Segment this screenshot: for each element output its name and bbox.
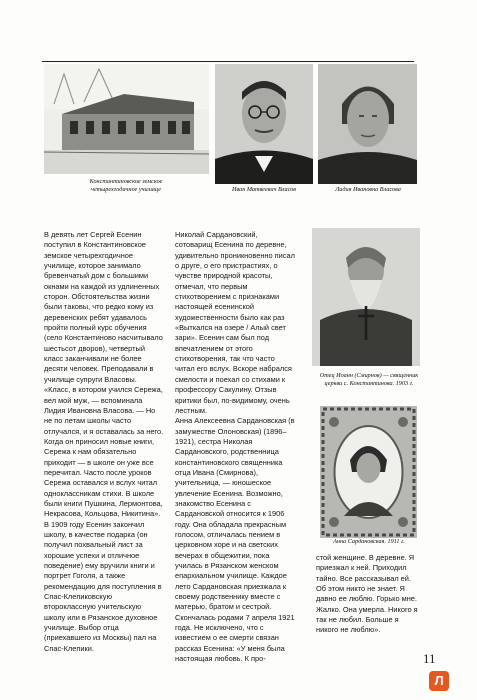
text-column-right bbox=[316, 553, 418, 636]
paragraph-anna-sardanovskaya: Анна Алексеевна Сардановская (в замужестве Олоновская) (1896–1921), сестра Николая Сардановского, родственница константиновского священника отца Ивана (Смирнова), учительница, — юношеское увлечение Есенина. Возможно, знакомство Есенина с Сардановской относится к 1906 году. Она обладала прекрасным голосом, отличалась пением в церковном хоре и на светских вечерах в общежитии, пока училась в Рязанском женском епархиальном училище. Каждое лето Сардановская приезжала к своему родственнику вместе с матерью, братом и сестрой. Скончалась родами 7 апреля 1921 года. Не исключено, что с известием о ее смерти связан рассказ Есенина: «У меня была настоящая любовь. К про- bbox=[175, 416, 295, 664]
caption-lidia: Лидия Ивановна Власова bbox=[335, 186, 401, 193]
portrait-ivan-vlasov bbox=[215, 64, 313, 184]
paragraph-continuation: стой женщине. В деревне. Я приезжал к ней. Приходил тайно. Все рассказывал ей. Об этом никто не знает. Я давно ее люблю. Горько мне. Жалко. Она умерла. Никого я так не любил. Больше я никого не люблю». bbox=[316, 553, 418, 635]
text-column-middle bbox=[175, 230, 295, 664]
paragraph-esenin-school: В девять лет Сергей Есенин поступил в Константиновское земское четырехгодичное училище, которое занимало бревенчатый дом с большими окнами на каждой из удлиненных сторон. Обстоятельства жизни были таковы, что редко кому из деревенских ребят удавалось пройти полный курс обучения (село Константиново насчитывало шестьсот дворов), четвертый класс заканчивали не более десяти человек. Преподавали в училище супруги Власовы. «Класс, в котором учился Сережа, вел мой муж, — вспоминала Лидия Ивановна Власова. — Но не по летам школы часто отлучался, и я оставалась за него. Когда он приносил новые книги, Сережа к нам обязательно приходит — в школе он уже все перечитал. Часто после уроков Сережа оставался и вслух читал одноклассникам стихи. В школе были книги Пушкина, Лермонтова, Некрасова, Кольцова, Никитина». В 1909 году Есенин закончил школу, в качестве подарка (он получил похвальный лист за хорошие успехи и отличное поведение) ему вручили книги и портрет Гоголя, а также рекомендацию для поступления в Спас-Клепиковскую второклассную учительскую школу или в Рязанское духовное училище. Выбор отца (приехавшего из Москвы) пал на Спас-Клепики. bbox=[44, 230, 164, 653]
caption-anna: Анна Сардановская. 1911 г. bbox=[333, 538, 405, 545]
portrait-anna-sardanovskaya bbox=[320, 406, 417, 538]
school-photo bbox=[44, 64, 209, 174]
portrait-lidia-vlasova bbox=[318, 64, 417, 184]
caption-school: Константиновское земское четырехгодичное училище bbox=[89, 178, 163, 193]
caption-priest: Отец Иоанн (Смирнов) — священник церкви с. Константинова. 1903 г. bbox=[319, 372, 419, 387]
header-rule bbox=[42, 61, 414, 62]
paragraph-nikolai-sardanovsky: Николай Сардановский, сотоварищ Есенина по деревне, удивительно проникновенно писал о друге, о его пристрастиях, о чувстве природной красоты, отмечал, что первым стихотворением с признаками настоящей есенинской художественности было как раз «Выткался на озере / Алый свет зари». Есенин сам был под впечатлением от этого стихотворения, так что часто читал его вслух. Вскоре набрался смелости и поехал со стихами к профессору Сакулину. Отзыв критики был, по-видимому, очень лестным. bbox=[175, 230, 295, 415]
caption-ivan: Иван Матвеевич Власов bbox=[232, 186, 296, 193]
text-column-left bbox=[44, 230, 164, 654]
litres-logo-badge: Л bbox=[429, 671, 449, 691]
portrait-father-ioann bbox=[312, 228, 420, 366]
page-number: 11 bbox=[423, 651, 436, 666]
